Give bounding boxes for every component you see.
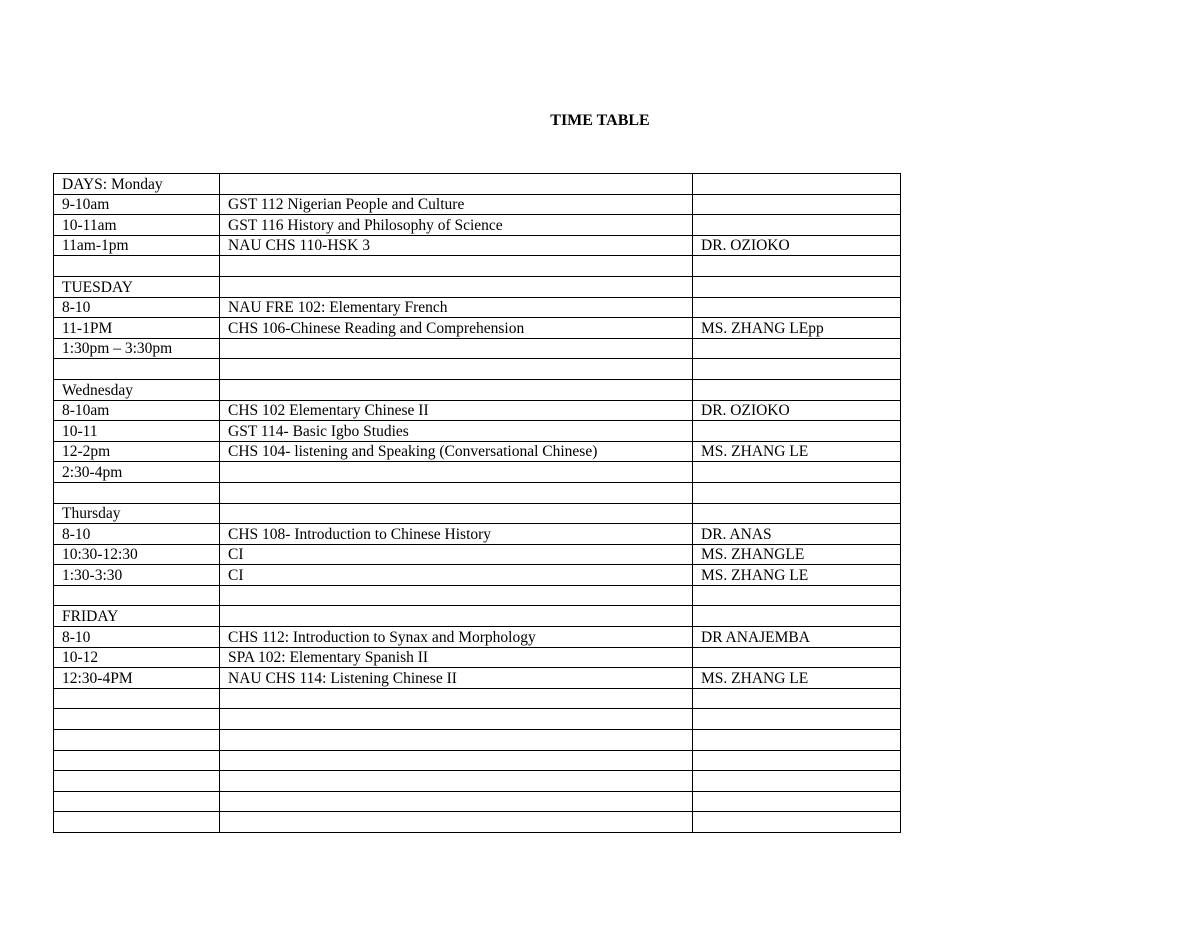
time-cell: [54, 730, 220, 751]
table-row: [54, 359, 901, 380]
course-cell: CI: [220, 565, 693, 586]
table-row: [54, 215, 901, 236]
table-row: [54, 256, 901, 277]
course-cell: NAU FRE 102: Elementary French: [220, 297, 693, 318]
time-cell: TUESDAY: [54, 276, 220, 297]
lecturer-cell: MS. ZHANGLE: [693, 544, 901, 565]
lecturer-cell: [693, 194, 901, 215]
time-cell: 11am-1pm: [54, 235, 220, 256]
lecturer-cell: [693, 482, 901, 503]
time-cell: 11-1PM: [54, 318, 220, 339]
course-cell: [220, 791, 693, 812]
lecturer-cell: [693, 709, 901, 730]
time-cell: 12-2pm: [54, 441, 220, 462]
table-row: [54, 771, 901, 792]
timetable: [53, 173, 901, 833]
course-cell: CHS 112: Introduction to Synax and Morphology: [220, 627, 693, 648]
table-row: [54, 503, 901, 524]
time-cell: 2:30-4pm: [54, 462, 220, 483]
table-row: [54, 482, 901, 503]
course-cell: [220, 771, 693, 792]
time-cell: [54, 812, 220, 833]
time-cell: [54, 771, 220, 792]
course-cell: [220, 359, 693, 380]
time-cell: 10:30-12:30: [54, 544, 220, 565]
time-cell: [54, 585, 220, 606]
lecturer-cell: [693, 256, 901, 277]
table-row: [54, 338, 901, 359]
lecturer-cell: [693, 503, 901, 524]
course-cell: NAU CHS 110-HSK 3: [220, 235, 693, 256]
lecturer-cell: [693, 812, 901, 833]
course-cell: NAU CHS 114: Listening Chinese II: [220, 668, 693, 689]
table-row: [54, 730, 901, 751]
course-cell: [220, 585, 693, 606]
time-cell: 1:30pm – 3:30pm: [54, 338, 220, 359]
course-cell: CHS 102 Elementary Chinese II: [220, 400, 693, 421]
course-cell: [220, 482, 693, 503]
table-row: [54, 318, 901, 339]
table-row: [54, 544, 901, 565]
course-cell: CI: [220, 544, 693, 565]
lecturer-cell: [693, 297, 901, 318]
time-cell: 10-11: [54, 421, 220, 442]
lecturer-cell: [693, 647, 901, 668]
course-cell: [220, 688, 693, 709]
lecturer-cell: [693, 421, 901, 442]
table-row: [54, 276, 901, 297]
course-cell: [220, 462, 693, 483]
lecturer-cell: [693, 606, 901, 627]
lecturer-cell: [693, 359, 901, 380]
course-cell: [220, 256, 693, 277]
lecturer-cell: MS. ZHANG LEpp: [693, 318, 901, 339]
lecturer-cell: [693, 771, 901, 792]
lecturer-cell: DR. OZIOKO: [693, 400, 901, 421]
course-cell: GST 114- Basic Igbo Studies: [220, 421, 693, 442]
table-row: [54, 297, 901, 318]
lecturer-cell: DR ANAJEMBA: [693, 627, 901, 648]
table-row: [54, 688, 901, 709]
table-row: [54, 668, 901, 689]
page-title: TIME TABLE: [550, 112, 650, 129]
table-row: [54, 462, 901, 483]
course-cell: [220, 503, 693, 524]
table-row: [54, 791, 901, 812]
table-row: [54, 565, 901, 586]
lecturer-cell: DR. ANAS: [693, 524, 901, 545]
lecturer-cell: [693, 462, 901, 483]
course-cell: CHS 106-Chinese Reading and Comprehension: [220, 318, 693, 339]
table-row: [54, 627, 901, 648]
course-cell: GST 112 Nigerian People and Culture: [220, 194, 693, 215]
time-cell: 12:30-4PM: [54, 668, 220, 689]
course-cell: [220, 812, 693, 833]
lecturer-cell: [693, 585, 901, 606]
time-cell: 8-10am: [54, 400, 220, 421]
table-row: [54, 400, 901, 421]
time-cell: Thursday: [54, 503, 220, 524]
time-cell: [54, 709, 220, 730]
time-cell: DAYS: Monday: [54, 174, 220, 195]
lecturer-cell: [693, 174, 901, 195]
lecturer-cell: [693, 791, 901, 812]
time-cell: 10-12: [54, 647, 220, 668]
lecturer-cell: [693, 750, 901, 771]
course-cell: [220, 276, 693, 297]
course-cell: [220, 338, 693, 359]
time-cell: 8-10: [54, 524, 220, 545]
course-cell: [220, 379, 693, 400]
lecturer-cell: [693, 338, 901, 359]
lecturer-cell: [693, 215, 901, 236]
lecturer-cell: DR. OZIOKO: [693, 235, 901, 256]
lecturer-cell: MS. ZHANG LE: [693, 668, 901, 689]
lecturer-cell: [693, 730, 901, 751]
time-cell: 10-11am: [54, 215, 220, 236]
table-row: [54, 194, 901, 215]
time-cell: Wednesday: [54, 379, 220, 400]
table-row: [54, 174, 901, 195]
table-row: [54, 647, 901, 668]
lecturer-cell: MS. ZHANG LE: [693, 441, 901, 462]
table-row: [54, 235, 901, 256]
table-row: [54, 585, 901, 606]
table-row: [54, 812, 901, 833]
table-row: [54, 750, 901, 771]
lecturer-cell: MS. ZHANG LE: [693, 565, 901, 586]
table-row: [54, 524, 901, 545]
time-cell: [54, 359, 220, 380]
course-cell: [220, 606, 693, 627]
time-cell: 9-10am: [54, 194, 220, 215]
course-cell: SPA 102: Elementary Spanish II: [220, 647, 693, 668]
time-cell: [54, 256, 220, 277]
time-cell: 8-10: [54, 627, 220, 648]
timetable-body: [54, 174, 901, 833]
time-cell: 8-10: [54, 297, 220, 318]
table-row: [54, 421, 901, 442]
table-row: [54, 441, 901, 462]
course-cell: CHS 108- Introduction to Chinese History: [220, 524, 693, 545]
time-cell: [54, 750, 220, 771]
course-cell: GST 116 History and Philosophy of Science: [220, 215, 693, 236]
course-cell: [220, 709, 693, 730]
lecturer-cell: [693, 379, 901, 400]
lecturer-cell: [693, 276, 901, 297]
course-cell: [220, 750, 693, 771]
time-cell: FRIDAY: [54, 606, 220, 627]
course-cell: CHS 104- listening and Speaking (Conversational Chinese): [220, 441, 693, 462]
time-cell: [54, 482, 220, 503]
table-row: [54, 606, 901, 627]
time-cell: [54, 791, 220, 812]
table-row: [54, 379, 901, 400]
lecturer-cell: [693, 688, 901, 709]
course-cell: [220, 730, 693, 751]
table-row: [54, 709, 901, 730]
course-cell: [220, 174, 693, 195]
time-cell: 1:30-3:30: [54, 565, 220, 586]
time-cell: [54, 688, 220, 709]
